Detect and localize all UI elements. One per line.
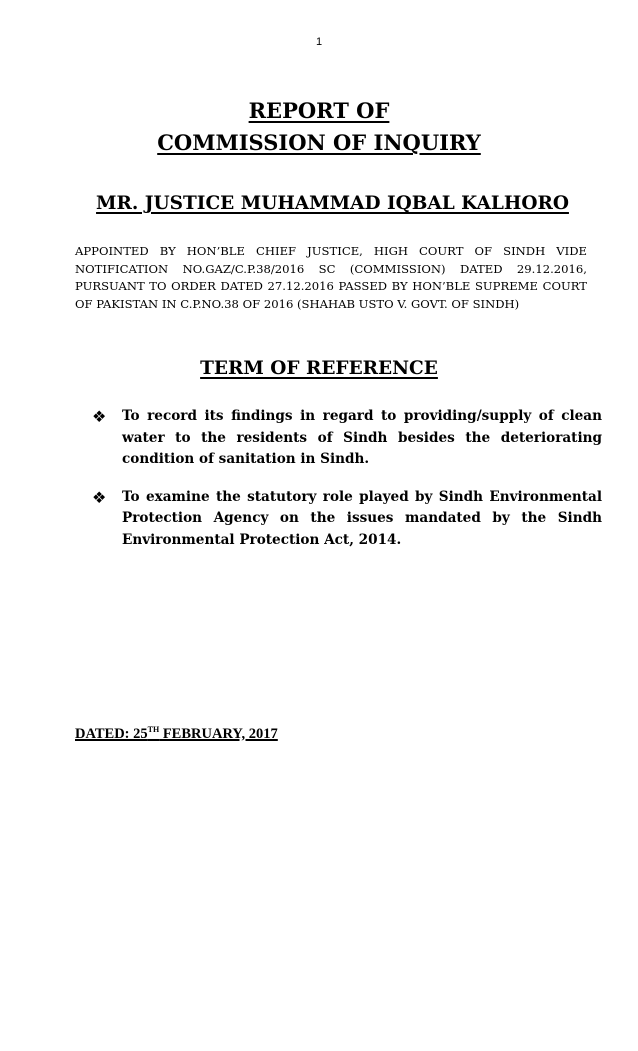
term-item (92, 487, 602, 552)
term-item (92, 406, 602, 471)
date-prefix: DATED: 25 (75, 726, 148, 742)
justice-name-heading: MR. JUSTICE MUHAMMAD IQBAL KALHORO (96, 193, 569, 214)
term-item-text: To examine the statutory role played by Sindh Environmental Protection Agency on the issues mandated by the Sindh Environmental Protection Act, 2014. (122, 488, 602, 548)
terms-list (92, 406, 602, 551)
page-number: 1 (315, 36, 323, 48)
date-ordinal-suffix: TH (147, 725, 160, 734)
diamond-bullet-icon: ❖ (92, 407, 107, 426)
terms-of-reference-heading: TERM OF REFERENCE (200, 358, 438, 379)
term-item-text: To record its findings in regard to providing/supply of clean water to the residents of Sindh besides the deteriorating condition of sanitation in Sindh. (122, 408, 602, 467)
report-title-line1: REPORT OF (248, 98, 390, 123)
appointment-paragraph: APPOINTED BY HON’BLE CHIEF JUSTICE, HIGH COURT OF SINDH VIDE NOTIFICATION NO.GAZ/C.P.38/2016 SC (COMMISSION) DATED 29.12.2016, PURSUANT TO ORDER DATED 27.12.2016 PASSED BY HON’BLE SUPREME COURT OF PAKISTAN IN C.P.NO.38 OF 2016 (SHAHAB USTO V. GOVT. OF SINDH) (75, 244, 587, 311)
report-date (75, 725, 278, 743)
report-title-line2: COMMISSION OF INQUIRY (157, 130, 481, 155)
date-rest: FEBRUARY, 2017 (159, 726, 278, 742)
diamond-bullet-icon: ❖ (92, 487, 107, 507)
